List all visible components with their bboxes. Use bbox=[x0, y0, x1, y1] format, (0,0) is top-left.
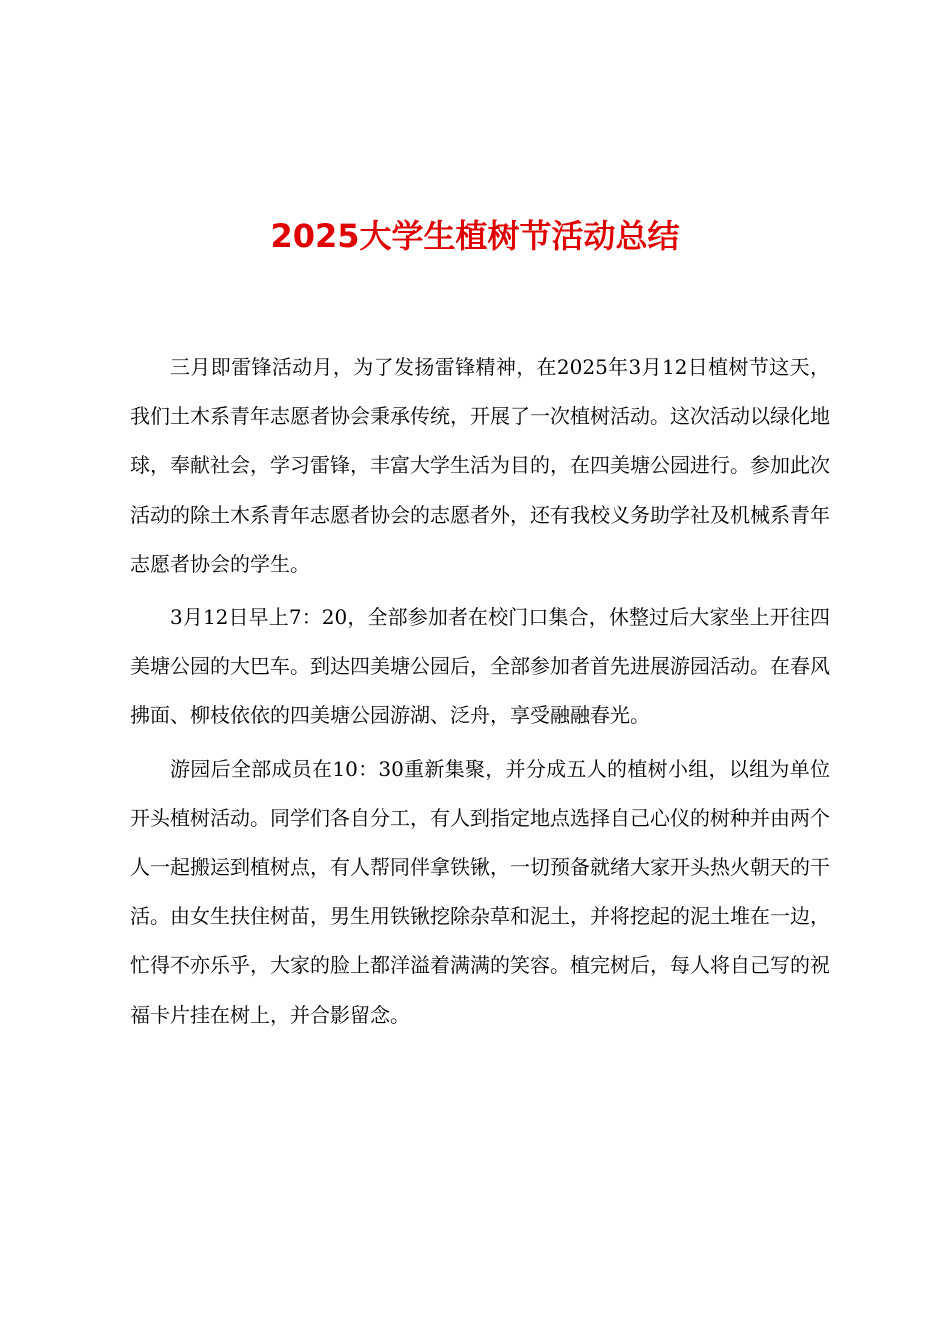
document-title: 2025大学生植树节活动总结 bbox=[270, 217, 680, 255]
paragraph-3: 游园后全部成员在10：30重新集聚，并分成五人的植树小组，以组为单位开头植树活动。同学们各自分工，有人到指定地点选择自己心仪的树种并由两个人一起搬运到植树点，有人帮同伴拿铁锹，一切预备就绪大家开头热火朝天的干活。由女生扶住树苗，男生用铁锹挖除杂草和泥土，并将挖起的泥土堆在一边，忙得不亦乐乎，大家的脸上都洋溢着满满的笑容。植完树后，每人将自己写的祝福卡片挂在树上，并合影留念。 bbox=[130, 756, 830, 1027]
paragraph-2: 3月12日早上7：20，全部参加者在校门口集合，休整过后大家坐上开往四美塘公园的大巴车。到达四美塘公园后，全部参加者首先进展游园活动。在春风拂面、柳枝依依的四美塘公园游湖、泛舟，享受融融春光。 bbox=[130, 605, 830, 728]
paragraph-1: 三月即雷锋活动月，为了发扬雷锋精神，在2025年3月12日植树节这天，我们土木系青年志愿者协会秉承传统，开展了一次植树活动。这次活动以绿化地球，奉献社会，学习雷锋，丰富大学生活为目的，在四美塘公园进行。参加此次活动的除土木系青年志愿者协会的志愿者外，还有我校义务助学社及机械系青年志愿者协会的学生。 bbox=[130, 355, 830, 576]
document-body bbox=[130, 343, 830, 1044]
